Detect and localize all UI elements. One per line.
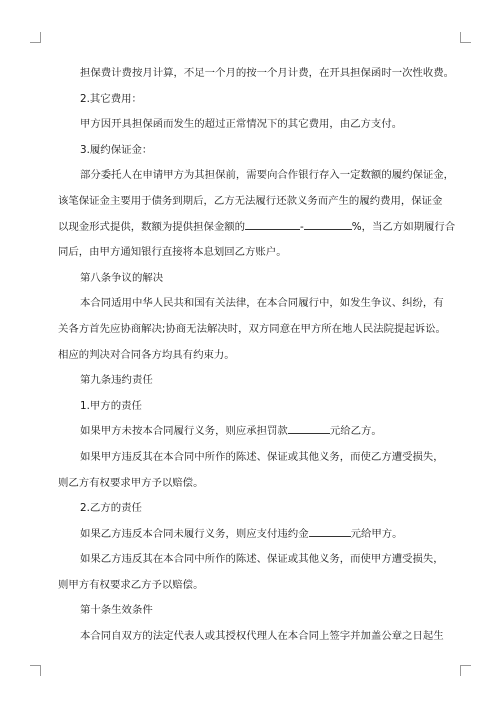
article-heading: 第八条争议的解决 [80, 271, 164, 284]
paragraph-line: 本合同自双方的法定代表人或其授权代理人在本合同上签字并加盖公章之日起生 [80, 630, 444, 643]
fill-in-blank[interactable] [288, 424, 330, 434]
crop-mark-top-left [30, 32, 41, 43]
paragraph-line: 部分委托人在申请甲方为其担保前，需要向合作银行存入一定数额的履约保证金， [80, 169, 455, 182]
article-heading: 第十条生效条件 [80, 604, 153, 617]
paragraph-line [58, 419, 446, 445]
paragraph: 担保费计费按月计算，不足一个月的按一个月计费，在开具担保函时一次性收费。 [80, 67, 455, 79]
paragraph: 甲方因开具担保函而发生的超过正常情况下的其它费用，由乙方支付。 [80, 118, 403, 131]
text-fragment: - [300, 220, 304, 233]
text-fragment: 以现金形式提供，数额为提供担保金额的 [58, 220, 246, 233]
subsection-heading: 3.履约保证金： [80, 143, 153, 156]
article-heading: 第九条违约责任 [80, 374, 153, 387]
crop-mark-top-right [460, 32, 471, 43]
paragraph-line: 如果乙方违反其在本合同中所作的陈述、保证或其他义务，而使甲方遭受损失， [80, 553, 444, 566]
paragraph-line: 该笔保证金主要用于债务到期后，乙方无法履行还款义务而产生的履约费用，保证金 [58, 194, 443, 207]
paragraph-line [58, 522, 446, 548]
paragraph-line [58, 215, 456, 241]
subsection-heading: 1.甲方的责任 [80, 399, 142, 412]
paragraph-line: 则甲方有权要求乙方予以赔偿。 [58, 578, 204, 591]
fill-in-blank[interactable] [309, 527, 351, 537]
subsection-heading: 2.乙方的责任 [80, 502, 142, 515]
crop-mark-bottom-right [460, 665, 471, 676]
text-fragment: 元给乙方。 [329, 425, 382, 438]
text-fragment: 如果乙方违反本合同未履行义务，则应支付违约金 [80, 527, 309, 540]
text-fragment: 元给甲方。 [350, 527, 403, 540]
text-fragment: %，当乙方如期履行合 [351, 220, 456, 233]
text-fragment: 如果甲方未按本合同履行义务，则应承担罚款 [80, 425, 288, 438]
paragraph-line: 同后，由甲方通知银行直接将本息划回乙方账户。 [58, 246, 287, 259]
paragraph-line: 关各方首先应协商解决;协商无法解决时，双方同意在甲方所在地人民法院提起诉讼。 [58, 322, 446, 335]
crop-mark-bottom-left [30, 665, 41, 676]
subsection-heading: 2.其它费用： [80, 92, 142, 105]
fill-in-blank[interactable] [304, 220, 352, 230]
fill-in-blank[interactable] [245, 220, 300, 230]
document-page [58, 61, 456, 650]
paragraph-line: 相应的判决对合同各方均具有约束力。 [58, 348, 235, 361]
paragraph-line: 则乙方有权要求甲方予以赔偿。 [58, 476, 204, 489]
paragraph-line: 如果甲方违反其在本合同中所作的陈述、保证或其他义务，而使乙方遭受损失， [80, 450, 444, 463]
paragraph-line: 本合同适用中华人民共和国有关法律，在本合同履行中，如发生争议、纠纷，有 [80, 297, 444, 310]
